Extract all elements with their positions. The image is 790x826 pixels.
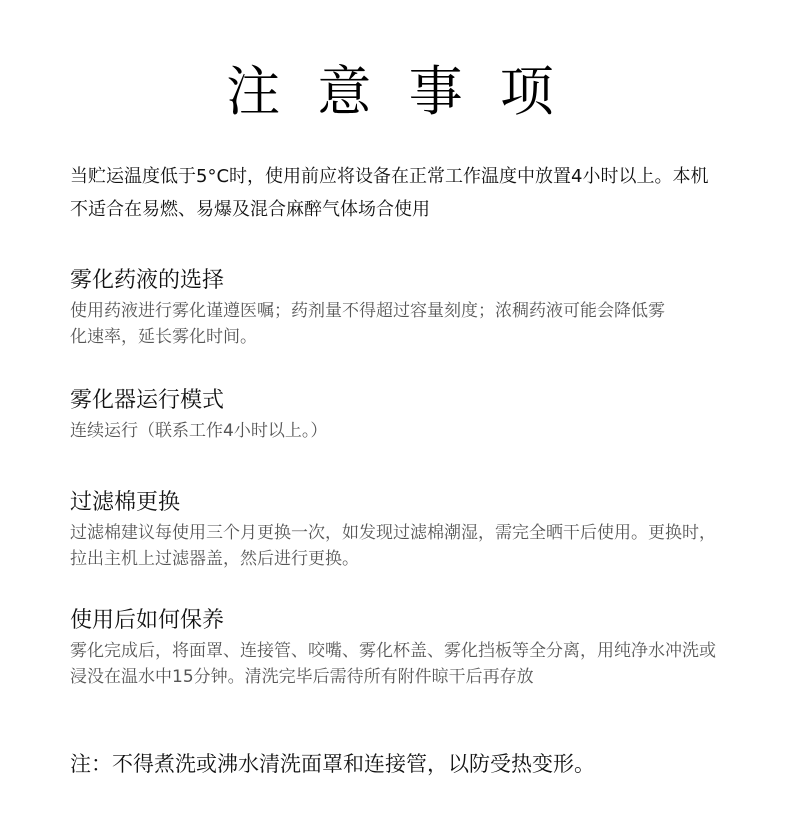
- section-heading: 雾化器运行模式: [70, 388, 225, 413]
- section-heading: 过滤棉更换: [70, 490, 181, 515]
- section-body: 使用药液进行雾化谨遵医嘱；药剂量不得超过容量刻度；浓稠药液可能会降低雾化速率，延长雾化时间。: [70, 301, 665, 347]
- page-title: 注 意 事 项: [226, 60, 564, 123]
- section-operating-mode: [70, 386, 730, 444]
- section-heading: 雾化药液的选择: [70, 268, 225, 293]
- section-body: 雾化完成后，将面罩、连接管、咬嘴、雾化杯盖、雾化挡板等全分离，用纯净水冲洗或浸没在温水中15分钟。清洗完毕后需待所有附件晾干后再存放: [70, 641, 716, 687]
- intro-text: 当贮运温度低于5°C时，使用前应将设备在正常工作温度中放置4小时以上。本机不适合在易燃、易爆及混合麻醉气体场合使用: [70, 166, 709, 220]
- section-filter-replacement: [70, 488, 730, 572]
- section-body: 过滤棉建议每使用三个月更换一次，如发现过滤棉潮湿，需完全晒干后使用。更换时，拉出主机上过滤器盖，然后进行更换。: [70, 523, 716, 569]
- section-body: 连续运行（联系工作4小时以上。）: [70, 421, 328, 441]
- section-maintenance: [70, 606, 730, 690]
- section-heading: 使用后如何保养: [70, 608, 225, 633]
- section-medicine-selection: [70, 266, 730, 350]
- warning-note: 注：不得煮洗或沸水清洗面罩和连接管，以防受热变形。: [70, 752, 595, 776]
